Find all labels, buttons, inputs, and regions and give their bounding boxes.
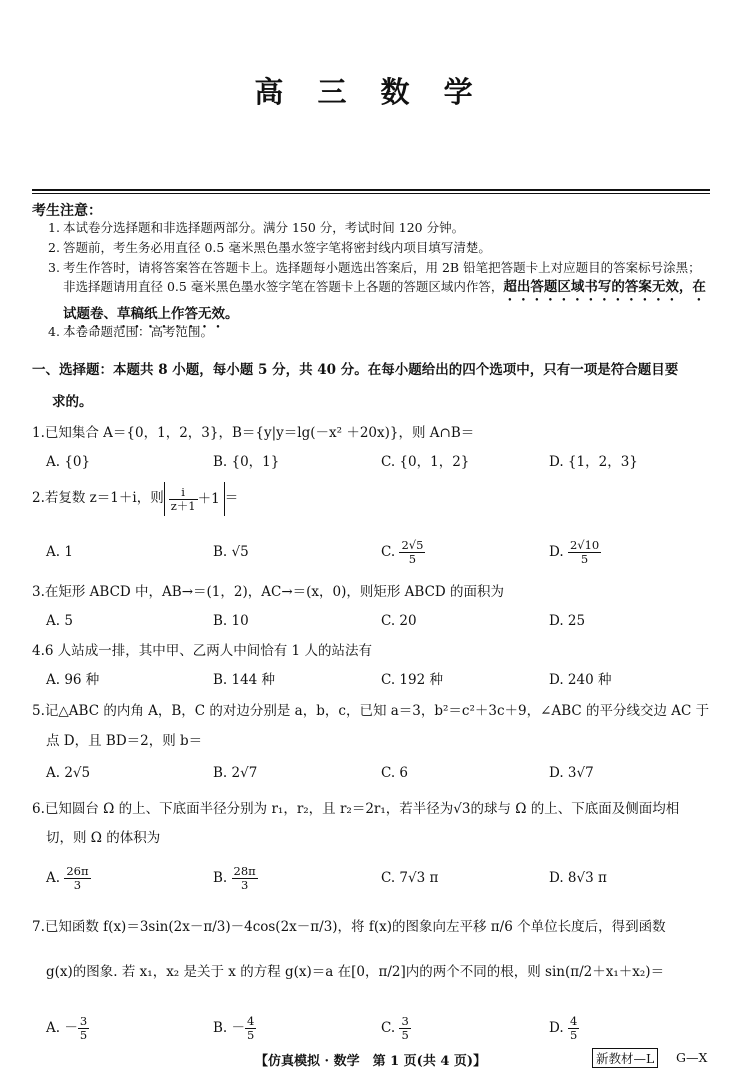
notice-heading: 考生注意： — [32, 203, 102, 219]
notice-item-2: 2. 答题前，考生务必用直径 0.5 毫米黑色墨水签字笔将密封线内项目填写清楚。 — [48, 240, 491, 255]
q7-option-b: B. － $\frac{4}{5}$ — [213, 1014, 255, 1042]
footer-code: G—X — [676, 1050, 708, 1065]
question-7: 7.已知函数 f(x)＝3sin(2x－π/3)－4cos(2x－π/3)，将 f(x)的图象向左平移 π/6 个单位长度后，得到函数 — [32, 919, 666, 935]
q3-option-d: D. 25 — [549, 613, 586, 629]
question-5-cont: 点 D，且 BD＝2，则 b＝ — [46, 733, 203, 749]
q5-option-c: C. 6 — [381, 765, 409, 781]
q6-option-a: A. $\frac{26\pi}{3}$ — [46, 864, 89, 892]
question-3: 3.在矩形 ABCD 中，AB→＝(1，2)，AC→＝(x，0)，则矩形 ABCD 的面积为 — [32, 584, 505, 600]
q6-option-c: C. 7√3 π — [381, 870, 439, 886]
q5-option-b: B. 2√7 — [213, 765, 258, 781]
footer-edition-box: 新教材—L — [592, 1048, 658, 1068]
q4-option-c: C. 192 种 — [381, 672, 443, 688]
header-rule — [32, 189, 710, 191]
header-rule-thin — [32, 193, 710, 194]
notice-emphasis: 超出答题区域书写的答案无效，在试题卷、草稿纸上作答无效。 — [63, 279, 706, 322]
q3-option-a: A. 5 — [46, 613, 73, 629]
q7-option-d: D. $\frac{4}{5}$ — [549, 1014, 578, 1042]
q1-option-c: C. {0，1，2} — [381, 454, 470, 470]
q4-option-b: B. 144 种 — [213, 672, 276, 688]
q2-option-b: B. √5 — [213, 544, 249, 560]
q2-option-d: D. $\frac{2√10}{5}$ — [549, 538, 600, 566]
q7-option-c: C. $\frac{3}{5}$ — [381, 1014, 409, 1042]
footer-page-info: 【仿真模拟 · 数学 第 1 页(共 4 页)】 — [255, 1054, 487, 1069]
q4-option-d: D. 240 种 — [549, 672, 612, 688]
q5-option-a: A. 2√5 — [46, 765, 91, 781]
q5-option-d: D. 3√7 — [549, 765, 594, 781]
q1-option-b: B. {0，1} — [213, 454, 280, 470]
notice-item-4: 4. 本卷命题范围：高考范围。 — [48, 324, 214, 339]
question-5: 5.记△ABC 的内角 A，B，C 的对边分别是 a，b，c，已知 a＝3，b²＝c²＋3c＋9，∠ABC 的平分线交边 AC 于 — [32, 703, 710, 719]
notice-item-1: 1. 本试卷分选择题和非选择题两部分。满分 150 分，考试时间 120 分钟。 — [48, 220, 465, 235]
section-heading: 一、选择题：本题共 8 小题，每小题 5 分，共 40 分。在每小题给出的四个选项中，只有一项是符合题目要 — [32, 362, 679, 378]
page-title: 高 三 数 学 — [254, 75, 485, 109]
question-7-cont: g(x)的图象. 若 x₁，x₂ 是关于 x 的方程 g(x)＝a 在[0，π/2]内的两个不同的根，则 sin(π/2＋x₁＋x₂)＝ — [46, 964, 665, 980]
q4-option-a: A. 96 种 — [46, 672, 100, 688]
q2-option-a: A. 1 — [46, 544, 73, 560]
section-heading-cont: 求的。 — [52, 394, 93, 410]
abs-value: $\frac{i}{z+1}$ ＋1 — [164, 482, 225, 516]
notice-item-3: 3. 考生作答时，请将答案答在答题卡上。选择题每小题选出答案后，用 2B 铅笔把答题卡上对应题目的答案标号涂黑；非选择题请用直径 0.5 毫米黑色墨水签字笔在答题卡上各题的答题区域内作答，超出答题区域书写的答案无效，在试题卷、草稿纸上作答无效。 — [48, 260, 706, 322]
q7-option-a: A. － $\frac{3}{5}$ — [46, 1014, 88, 1042]
q6-option-b: B. $\frac{28\pi}{3}$ — [213, 864, 256, 892]
question-2: 2.若复数 z＝1＋i，则 $\frac{i}{z+1}$ ＋1 ＝ — [32, 480, 714, 516]
question-6-cont: 切，则 Ω 的体积为 — [46, 830, 161, 846]
q3-option-b: B. 10 — [213, 613, 249, 629]
q1-option-d: D. {1，2，3} — [549, 454, 638, 470]
q2-option-c: C. $\frac{2√5}{5}$ — [381, 538, 424, 566]
question-4: 4.6 人站成一排，其中甲、乙两人中间恰有 1 人的站法有 — [32, 643, 372, 659]
question-6: 6.已知圆台 Ω 的上、下底面半径分别为 r₁，r₂，且 r₂＝2r₁，若半径为√3的球与 Ω 的上、下底面及侧面均相 — [32, 801, 680, 817]
q1-option-a: A. {0} — [46, 454, 91, 470]
question-1: 1.已知集合 A＝{0，1，2，3}，B＝{y|y＝lg(－x² ＋20x)}，则 A∩B＝ — [32, 425, 475, 441]
q6-option-d: D. 8√3 π — [549, 870, 607, 886]
q3-option-c: C. 20 — [381, 613, 417, 629]
